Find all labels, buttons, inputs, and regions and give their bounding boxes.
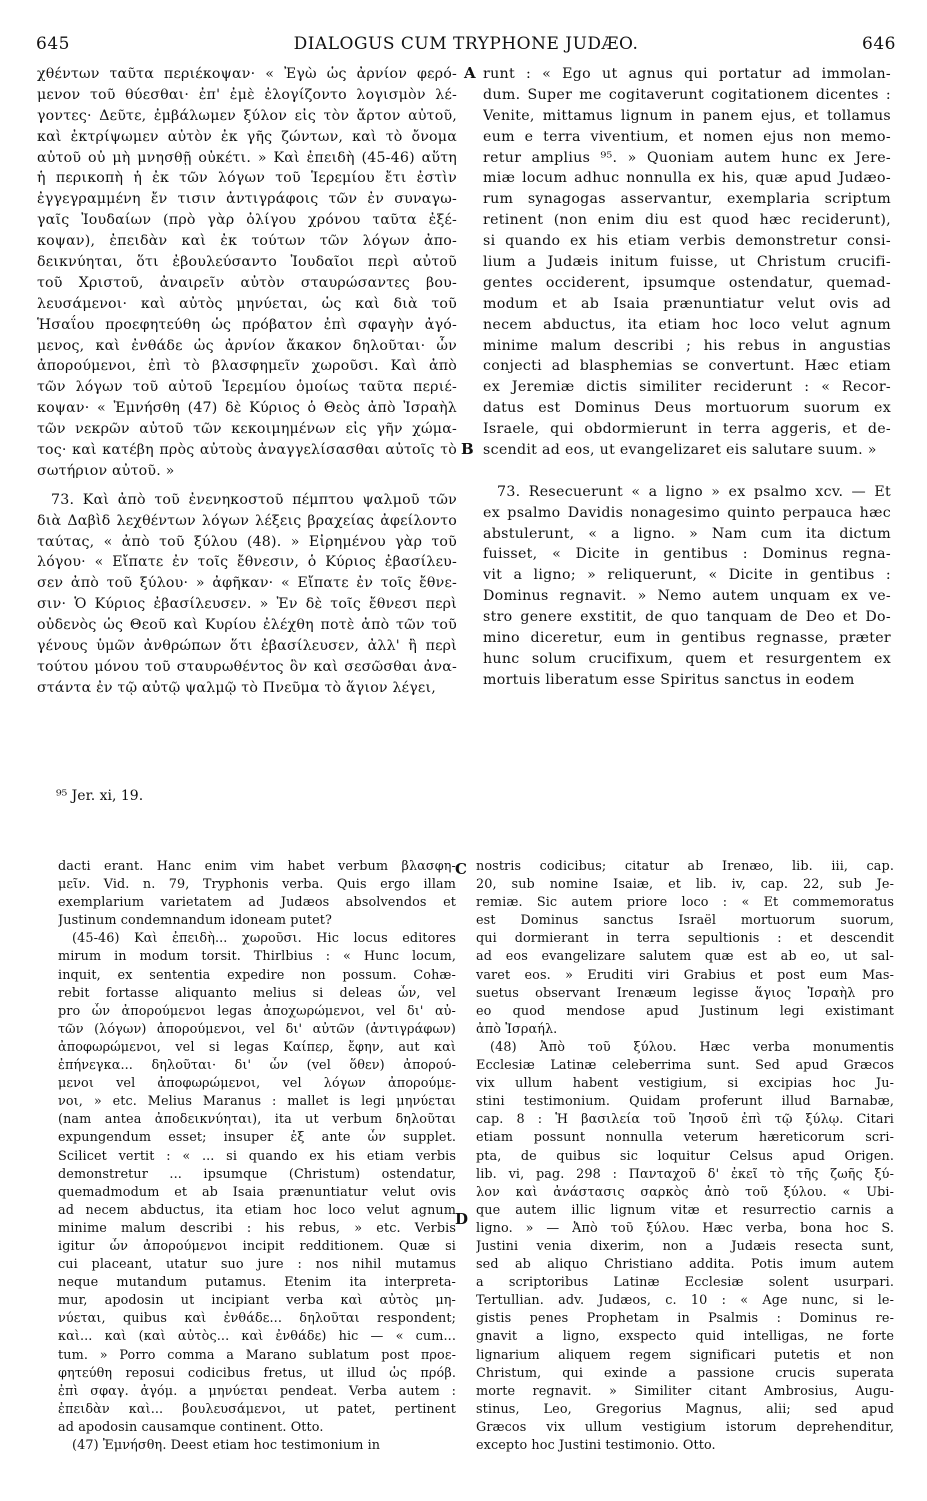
text-line: varet eos. » Eruditi viri Grabius et post eum Mas- xyxy=(476,967,894,983)
text-line: mortuis liberatum esse Spiritus sanctus in eodem xyxy=(483,671,855,688)
text-line: νοι, » etc. Melius Maranus : mallet is legi μηνύεται xyxy=(58,1094,456,1110)
text-line: minime malum describi ; his rebus in angustias xyxy=(483,337,891,354)
text-line: modum et ab Isaia prænuntiatur velut ovis ad xyxy=(483,295,891,312)
footnote: ⁹⁵ Jer. xi, 19. xyxy=(56,788,144,804)
text-line: suetus observant Irenæum legisse ἅγιος Ἰσραὴλ pro xyxy=(476,985,894,1001)
text-line: remiæ. Sic autem priore loco : « Et commemoratus xyxy=(476,895,894,911)
text-line: Justinum condemnandum idoneam putet? xyxy=(58,913,333,929)
text-line: gentes occiderent, ipsumque ostendatur, quemad- xyxy=(483,274,891,291)
text-line: Tertullian. adv. Judæos, c. 10 : « Age nunc, si le- xyxy=(476,1293,894,1309)
text-line: καὶ... καὶ (καὶ αὐτὸς... καὶ ἐνθάδε) hic — « cum... xyxy=(58,1329,456,1345)
text-line: 20, sub nomine Isaiæ, et lib. iv, cap. 22, sub Je- xyxy=(476,877,894,893)
text-line: cap. 8 : Ἡ βασιλεία τοῦ Ἰησοῦ ἐπὶ τῷ ξύλῳ. Citari xyxy=(476,1112,894,1128)
text-line: rum synagogas asservantur, exemplaria scriptum xyxy=(483,191,891,208)
text-line: excepto hoc Justini testimonio. Otto. xyxy=(476,1438,716,1453)
text-line: pta, de quibus sic loquitur Celsus apud Origen. xyxy=(476,1148,894,1164)
text-line: neque mutandum putamus. Etenim ita interpreta- xyxy=(58,1275,456,1291)
text-line: cui placeant, utatur suo jure : nos nihil mutamus xyxy=(58,1257,456,1273)
text-line: gnavit a ligno, exspecto quid intelligas, ne forte xyxy=(476,1329,894,1345)
text-line: conjecti ad blasphemias se convertunt. Hæc etiam xyxy=(483,358,891,375)
text-line: Græcos vix ullum vestigium istorum deprehenditur, xyxy=(476,1419,894,1435)
text-line: ἐπήνεγκα... δηλοῦται· δι' ὧν (vel ὅθεν) ἀπορού- xyxy=(58,1058,456,1074)
text-line: Ecclesiæ Latinæ celeberrima sunt. Sed apud Græcos xyxy=(476,1058,894,1074)
notes-left-column xyxy=(58,858,456,1455)
text-line: Christum, qui exinde a passione crucis superata xyxy=(476,1365,894,1381)
text-line: 73. Resecuerunt « a ligno » ex psalmo xcv. — Et xyxy=(497,483,891,500)
text-line: lib. vi, pag. 298 : Πανταχοῦ δ' ἐκεῖ τὸ τῆς ζωῆς ξύ- xyxy=(476,1166,894,1182)
margin-letter-b: B xyxy=(461,440,474,458)
text-line: igitur ὧν ἀπορούμενοι incipit redditionem. Quæ si xyxy=(58,1238,456,1254)
margin-letter-c: C xyxy=(455,860,467,878)
running-title: DIALOGUS CUM TRYPHONE JUDÆO. xyxy=(293,34,639,54)
page-number-left: 645 xyxy=(36,34,70,54)
text-line: fuisset, « Dicite in gentibus : Dominus regna- xyxy=(483,546,891,563)
text-line: μενος, καὶ ἐνθάδε ὡς ἀρνίον ἄκακον δηλοῦται· ὧν xyxy=(37,337,457,354)
text-line: etiam possunt nonnulla veterum hæreticorum scri- xyxy=(476,1130,894,1146)
text-line: hunc solum crucifixum, quem et resurgentem ex xyxy=(483,650,891,667)
text-line: miæ locum adhuc nonnulla ex his, quæ apud Judæo- xyxy=(483,170,891,187)
text-line: ταύτας, « ἀπὸ τοῦ ξύλου (48). » Εἰρημένου γὰρ τοῦ xyxy=(37,533,457,550)
text-line: pro ὧν ἀπορούμενοι legas ἀποχωρώμενοι, vel δι' αὐ- xyxy=(58,1003,456,1019)
text-line: si quando ex his etiam verbis demonstretur consi- xyxy=(483,233,891,250)
text-line: λευσάμενοι· καὶ αὐτὸς μηνύεται, ὡς καὶ διὰ τοῦ xyxy=(37,295,457,312)
text-line: tum. » Porro comma a Marano sublatum post προε- xyxy=(58,1347,456,1363)
text-line: τοῦ Χριστοῦ, ἀναιρεῖν αὐτὸν σταυρώσαντες βου- xyxy=(37,274,457,291)
greek-text-column xyxy=(37,64,457,699)
text-line: Scilicet vertit : « ... si quando ex his etiam verbis xyxy=(58,1148,456,1164)
text-line: lignarium aliquem regem significari putetis et non xyxy=(476,1347,894,1363)
text-line: lium a Judæis initum fuisse, ut Christum crucifi- xyxy=(483,254,891,271)
text-line: γένους ὑμῶν ἀνθρώπων ὅτι ἐβασίλευσεν, ἀλλ' ἢ περὶ xyxy=(37,638,457,655)
margin-letter-d: D xyxy=(455,1210,469,1228)
text-line: μεῖν. Vid. n. 79, Tryphonis verba. Quis ergo illam xyxy=(58,877,456,893)
text-line: ἐπὶ σφαγ. ἀγόμ. a μηνύεται pendeat. Verba autem : xyxy=(58,1383,456,1399)
text-line: (nam antea ἀποδεικνύηται), ita ut verbum δηλοῦται xyxy=(58,1112,456,1128)
text-line: eum e terra viventium, et nomen ejus non memo- xyxy=(483,128,891,145)
text-line: ex psalmo Davidis nonagesimo quinto perpauca hæc xyxy=(483,504,891,521)
text-line: Ἡσαΐου προεφητεύθη ὡς πρόβατον ἐπὶ σφαγὴν ἀγό- xyxy=(37,316,457,333)
text-line: ἀπὸ Ἰσραήλ. xyxy=(476,1021,558,1037)
text-line: τῶν νεκρῶν αὐτοῦ τῶν κεκοιμημένων εἰς γῆν χώμα- xyxy=(37,421,457,438)
text-line: λόγου· « Εἴπατε ἐν τοῖς ἔθνεσιν, ὁ Κύριος ἐβασίλευ- xyxy=(37,554,457,571)
text-line: καὶ ἐκτρίψωμεν αὐτὸν ἐκ γῆς ζώντων, καὶ τὸ ὄνομα xyxy=(37,128,457,145)
text-line: κοψαν), ἐπειδὰν καὶ ἐκ τούτων τῶν λόγων ἀπο- xyxy=(37,233,457,250)
text-line xyxy=(483,461,891,482)
text-line: ἀπορούμενοι, ἐπὶ τὸ βλασφημεῖν χωροῦσι. Καὶ ἀπὸ xyxy=(37,358,457,375)
text-line: τος· καὶ κατέβη πρὸς αὐτοὺς ἀναγγελίσασθαι αὐτοῖς τὸ xyxy=(37,442,457,459)
text-line: que autem illic lignum vitæ et resurrectio carnis a xyxy=(476,1202,894,1218)
text-line: quemadmodum et ab Isaia prænuntiatur velut ovis xyxy=(58,1184,456,1200)
text-line: τῶν (λόγων) ἀπορούμενοι, vel δι' αὐτῶν (ἀντιγράφων) xyxy=(58,1021,456,1037)
text-line: διὰ Δαβὶδ λεχθέντων λόγων λέξεις βραχείας ἀφείλοντο xyxy=(37,512,457,529)
text-line: δεικνύηται, ὅτι ἐβουλεύσαντο Ἰουδαῖοι περὶ αὐτοῦ xyxy=(37,254,457,271)
text-line: inquit, ex sententia expedire non possum. Cohæ- xyxy=(58,967,456,983)
text-line: a scriptoribus Latinæ Ecclesiæ solent usurpari. xyxy=(476,1275,894,1291)
text-line: exemplarium varietatem ad Judæos absolvendos et xyxy=(58,895,456,911)
text-line: rebit fortasse aliquanto melius si deleas ὧν, vel xyxy=(58,985,456,1001)
text-line: Israele, qui obdormierunt in terra aggeris, et de- xyxy=(483,421,891,438)
latin-text-column xyxy=(483,64,891,691)
text-line: σωτήριον αὐτοῦ. » xyxy=(37,462,175,479)
text-line: χθέντων ταῦτα περιέκοψαν· « Ἐγὼ ὡς ἀρνίον φερό- xyxy=(37,66,457,82)
text-line: mur, apodosin ut incipiant verba καὶ αὐτὸς μη- xyxy=(58,1293,456,1309)
text-line: ad necem abductus, ita etiam hoc loco velut agnum xyxy=(58,1202,456,1218)
text-line: dacti erant. Hanc enim vim habet verbum βλασφη- xyxy=(58,859,456,874)
text-line: σιν· Ὁ Κύριος ἐβασίλευσεν. » Ἐν δὲ τοῖς ἔθνεσι περὶ xyxy=(37,596,457,613)
text-line: (47) Ἐμνήσθη. Deest etiam hoc testimonium in xyxy=(72,1438,381,1453)
running-head xyxy=(36,34,896,58)
text-line: λον καὶ ἀνάστασις σαρκὸς ἀπὸ τοῦ ξύλου. « Ubi- xyxy=(476,1184,894,1200)
text-line: στάντα ἐν τῷ αὐτῷ ψαλμῷ τὸ Πνεῦμα τὸ ἅγιον λέγει, xyxy=(37,679,436,696)
text-line: 73. Καὶ ἀπὸ τοῦ ἐνενηκοστοῦ πέμπτου ψαλμοῦ τῶν xyxy=(51,491,457,508)
text-line: (45-46) Καὶ ἐπειδὴ... χωροῦσι. Hic locus editores xyxy=(72,931,456,947)
text-line: mirum in modum torsit. Thirlbius : « Hunc locum, xyxy=(58,949,456,965)
text-line: vit a ligno; » reliquerunt, « Dicite in gentibus : xyxy=(483,567,891,584)
text-line: scendit ad eos, ut evangelizaret eis salutare suum. » xyxy=(483,442,877,459)
text-line: retur amplius ⁹⁵. » Quoniam autem hunc ex Jere- xyxy=(483,149,891,166)
page-number-right: 646 xyxy=(862,34,896,54)
text-line: runt : « Ego ut agnus qui portatur ad immolan- xyxy=(483,66,891,82)
text-line: vix ullum habent vestigium, si excipias hoc Ju- xyxy=(476,1076,894,1092)
text-line: sed ab aliquo Christiano addita. Potis imum autem xyxy=(476,1257,894,1273)
text-line: (48) Ἀπὸ τοῦ ξύλου. Hæc verba monumentis xyxy=(490,1039,894,1055)
text-line: Justini venia dixerim, non a Judæis resecta sunt, xyxy=(476,1238,894,1254)
text-line: retinent (non enim diu est quod hæc reciderunt), xyxy=(483,212,891,229)
text-line: ἡ περικοπὴ ἡ ἐκ τῶν λόγων τοῦ Ἱερεμίου ἔτι ἐστὶν xyxy=(37,170,457,187)
notes-right-column xyxy=(476,858,894,1455)
text-line: morte regnavit. » Similiter citant Ambrosius, Augu- xyxy=(476,1383,894,1399)
text-line: est Dominus sanctus Israël mortuorum suorum, xyxy=(476,913,894,929)
text-line: necem abductus, ita etiam hoc loco velut agnum xyxy=(483,316,891,333)
text-line: κοψαν· « Ἐμνήσθη (47) δὲ Κύριος ὁ Θεὸς ἀπὸ Ἰσραὴλ xyxy=(37,400,457,417)
text-line: Dominus regnavit. » Nemo autem unquam ex ve- xyxy=(483,588,891,605)
text-line: qui dormierant in terra sepultionis : et descendit xyxy=(476,931,894,947)
text-line: ἐπειδὰν καὶ... βουλευσάμενοι, ut patet, pertinent xyxy=(58,1401,456,1417)
margin-letter-a: A xyxy=(464,64,476,82)
text-line: ex Jeremiæ dictis similiter reciderunt : « Recor- xyxy=(483,379,891,396)
text-line: nostris codicibus; citatur ab Irenæo, lib. iii, cap. xyxy=(476,859,894,874)
text-line: expungendum esset; insuper ἐξ ante ὧν supplet. xyxy=(58,1130,456,1146)
text-line: τούτου μόνου τοῦ σταυρωθέντος ὃν καὶ σεσῶσθαι ἀνα- xyxy=(37,658,457,675)
text-line: ad apodosin causamque continent. Otto. xyxy=(58,1419,324,1435)
text-line: μενοι vel ἀποφωρώμενοι, vel λόγων ἀπορούμε- xyxy=(58,1076,456,1092)
text-line: ἐγγεγραμμένη ἔν τισιν ἀντιγράφοις τῶν ἐν συναγω- xyxy=(37,191,457,208)
text-line: stro genere exstitit, de quo tanquam de Deo et Do- xyxy=(483,609,891,626)
text-line: οὐδενὸς ὡς Θεοῦ καὶ Κυρίου ἐλέχθη ποτὲ ἀπὸ τῶν τοῦ xyxy=(37,617,457,634)
text-line: minime malum describi : his rebus, » etc. Verbis xyxy=(58,1220,456,1236)
text-line: σεν ἀπὸ τοῦ ξύλου· » ἀφῆκαν· « Εἴπατε ἐν τοῖς ἔθνε- xyxy=(37,575,457,592)
text-line: αὐτοῦ οὐ μὴ μνησθῇ οὐκέτι. » Καὶ ἐπειδὴ (45-46) αὕτη xyxy=(37,149,457,166)
text-line: νύεται, quibus καὶ ἐνθάδε... δηλοῦται respondent; xyxy=(58,1311,456,1327)
text-line: stinus, Leo, Gregorius Magnus, alii; sed apud xyxy=(476,1401,894,1417)
text-line: ἀποφωρώμενοι, vel si legas Καίπερ, ἔφην, aut καὶ xyxy=(58,1039,456,1055)
text-line: μενον τοῦ θύεσθαι· ἐπ' ἐμὲ ἐλογίζοντο λογισμὸν λέ- xyxy=(37,86,457,103)
text-line: Venite, mittamus lignum in panem ejus, et tollamus xyxy=(483,107,891,124)
text-line: datus est Dominus Deus mortuorum suorum ex xyxy=(483,400,891,417)
text-line: gistis penes Prophetam in Psalmis : Dominus re- xyxy=(476,1311,894,1327)
text-line: ad eos evangelizare salutem quæ est ab eo, ut sal- xyxy=(476,949,894,965)
text-line: abstulerunt, « a ligno. » Nam cum ita dictum xyxy=(483,525,891,542)
text-line: eo quod mendose apud Justinum legi existimant xyxy=(476,1003,894,1019)
text-line: stini testimonium. Quidam proferunt illud Barnabæ, xyxy=(476,1094,894,1110)
text-line: γαῖς Ἰουδαίων (πρὸ γὰρ ὀλίγου χρόνου ταῦτα ἐξέ- xyxy=(37,212,457,229)
text-line: φητεύθη reposui codicibus fretus, ut illud ὡς πρόβ. xyxy=(58,1365,456,1381)
text-line: ligno. » — Ἀπὸ τοῦ ξύλου. Hæc verba, bona hoc S. xyxy=(476,1220,894,1236)
text-line: γοντες· Δεῦτε, ἐμβάλωμεν ξύλον εἰς τὸν ἄρτον αὐτοῦ, xyxy=(37,107,457,124)
text-line: demonstretur ... ipsumque (Christum) ostendatur, xyxy=(58,1166,456,1182)
text-line: mino diceretur, eum in gentibus regnasse, præter xyxy=(483,630,891,647)
text-line: dum. Super me cogitaverunt cogitationem dicentes : xyxy=(483,86,891,103)
text-line: τῶν λόγων τοῦ αὐτοῦ Ἱερεμίου ὁμοίως ταῦτα περιέ- xyxy=(37,379,457,396)
